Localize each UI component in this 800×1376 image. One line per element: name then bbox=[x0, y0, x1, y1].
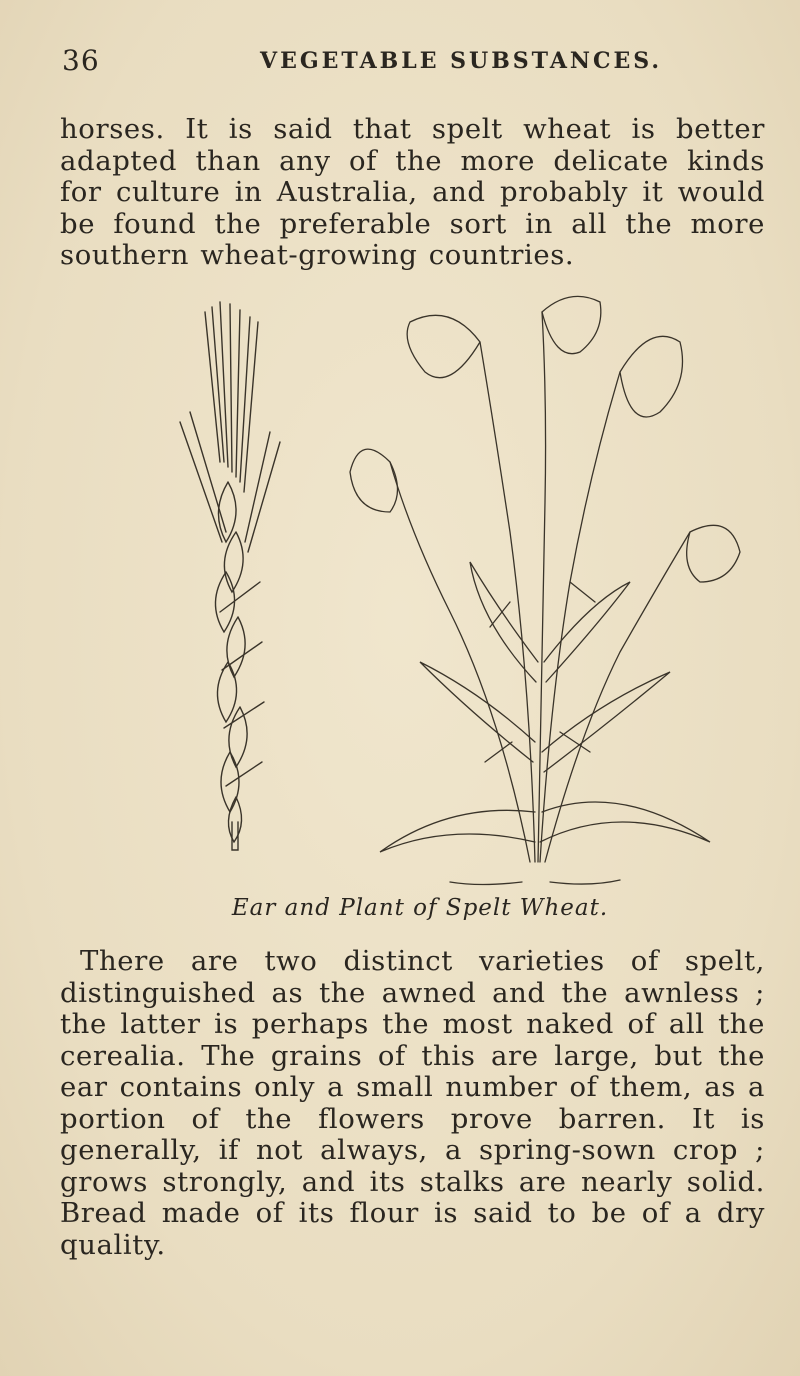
paragraph-varieties: There are two distinct varieties of spelt, distinguished as the awned and the awnless ; the latter is perhaps the most naked of all the cerealia. The grains of this are large, but the ear contains only a small number of them, as a portion of the flowers prove barren. It is generally, if not always, a spring-sown crop ; grows strongly, and its stalks are nearly solid. Bread made of its flour is said to be of a dry quality. bbox=[60, 945, 765, 1261]
spelt-wheat-illustration bbox=[150, 282, 790, 892]
page-header bbox=[62, 44, 762, 84]
spelt-plant-drawing bbox=[350, 296, 740, 884]
spelt-ear-drawing bbox=[180, 302, 280, 850]
page-number: 36 bbox=[62, 44, 100, 77]
running-head: VEGETABLE SUBSTANCES. bbox=[260, 48, 663, 74]
paragraph-intro: horses. It is said that spelt wheat is better adapted than any of the more delicate kinds for culture in Australia, and probably it would be found the preferable sort in all the more southern wheat-growing countries. bbox=[60, 113, 765, 271]
figure-caption: Ear and Plant of Spelt Wheat. bbox=[231, 895, 609, 921]
